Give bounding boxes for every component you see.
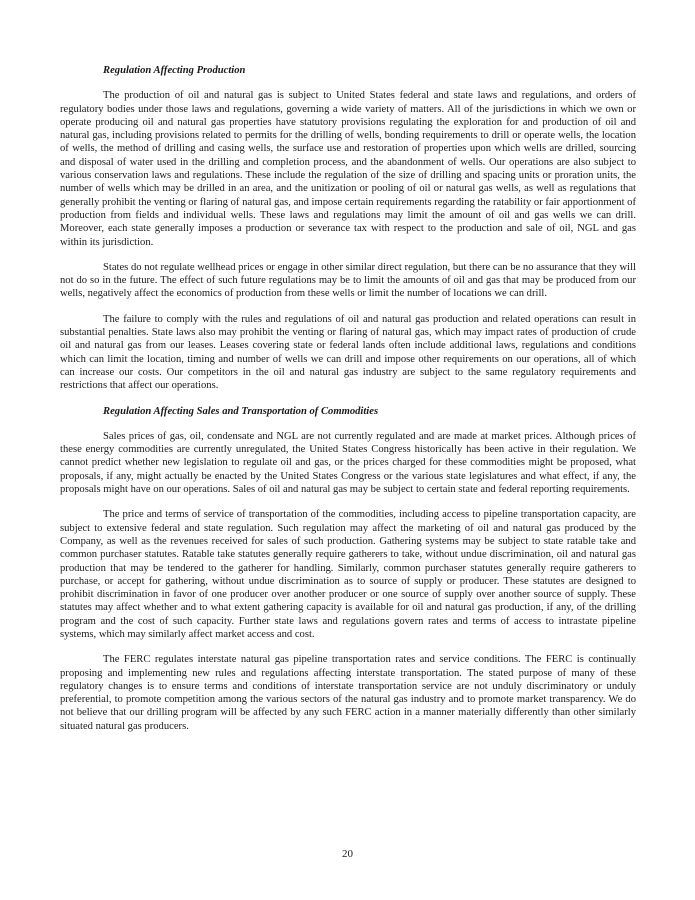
page-number: 20	[342, 848, 353, 860]
paragraph-production-1: The production of oil and natural gas is subject to United States federal and state laws and regulations, and orders of regulatory bodies under those laws and regulations, governing a wide variety of matters. All of the jurisdictions in which we own or operate producing oil and natural gas properties have statutory provisions regulating the exploration for and production of oil and natural gas, including provisions related to permits for the drilling of wells, bonding requirements to drill or operate wells, the location of wells, the method of drilling and casing wells, the surface use and restoration of properties upon which wells are drilled, sourcing and disposal of water used in the drilling and completion process, and the abandonment of wells. Our operations are also subject to various conservation laws and regulations. These include the regulation of the size of drilling and spacing units or proration units, the number of wells which may be drilled in an area, and the unitization or pooling of oil or natural gas wells, as well as regulations that generally prohibit the venting or flaring of natural gas, and impose certain requirements regarding the ratability or fair apportionment of production from fields and individual wells. These laws and regulations may limit the amount of oil and gas wells we can drill. Moreover, each state generally imposes a production or severance tax with respect to the production and sale of oil, NGL and gas within its jurisdiction.	[60, 90, 636, 248]
paragraph-sales-3: The FERC regulates interstate natural gas pipeline transportation rates and service conditions. The FERC is continually proposing and implementing new rules and regulations affecting interstate transportation. The stated purpose of many of these regulatory changes is to ensure terms and conditions of interstate transportation service are not unduly discriminatory or unduly preferential, to promote competition among the various sectors of the natural gas industry and to promote market transparency. We do not believe that our drilling program will be affected by any such FERC action in a manner materially differently than other similarly situated natural gas producers.	[60, 654, 636, 732]
paragraph-sales-2: The price and terms of service of transportation of the commodities, including access to pipeline transportation capacity, are subject to extensive federal and state regulation. Such regulation may affect the marketing of oil and natural gas produced by the Company, as well as the revenues received for sales of such production. Gathering systems may be subject to state ratable take and common purchaser statutes. Ratable take statutes generally require gatherers to take, without undue discrimination, oil and natural gas production that may be tendered to the gatherer for handling. Similarly, common purchaser statutes generally require gatherers to purchase, or accept for gathering, without undue discrimination as to source of supply or producer. These statutes are designed to prohibit discrimination in favor of one producer over another producer or one source of supply over another source of supply. These statutes may affect whether and to what extent gathering capacity is available for oil and natural gas production, if any, of the drilling program and the cost of such capacity. Further state laws and regulations govern rates and terms of access to intrastate pipeline systems, which may similarly affect market access and cost.	[60, 509, 636, 640]
paragraph-production-2: States do not regulate wellhead prices or engage in other similar direct regulation, but there can be no assurance that they will not do so in the future. The effect of such future regulations may be to limit the amounts of oil and gas that may be produced from our wells, negatively affect the economics of production from these wells or limit the number of locations we can drill.	[60, 261, 636, 300]
section-heading-production: Regulation Affecting Production	[103, 65, 246, 76]
document-page	[60, 64, 636, 745]
paragraph-production-3: The failure to comply with the rules and regulations of oil and natural gas production and related operations can result in substantial penalties. State laws also may prohibit the venting or flaring of natural gas, which may impact rates of production of crude oil and natural gas from our leases. Leases covering state or federal lands often include additional laws, regulations and conditions which can limit the location, timing and number of wells we can drill and impose other requirements on our operations, all of which can increase our costs. Our competitors in the oil and natural gas industry are subject to the same regulatory requirements and restrictions that affect our operations.	[60, 313, 636, 392]
section-heading-sales-transportation: Regulation Affecting Sales and Transportation of Commodities	[103, 405, 379, 417]
paragraph-sales-1: Sales prices of gas, oil, condensate and NGL are not currently regulated and are made at market prices. Although prices of these energy commodities are currently unregulated, the United States Congress historically has been active in their regulation. We cannot predict whether new legislation to regulate oil and gas, or the prices charged for these commodities might be proposed, what proposals, if any, might actually be enacted by the United States Congress or the various state legislatures and what effect, if any, the proposals might have on our operations. Sales of oil and natural gas may be subject to certain state and federal reporting requirements.	[60, 430, 636, 496]
